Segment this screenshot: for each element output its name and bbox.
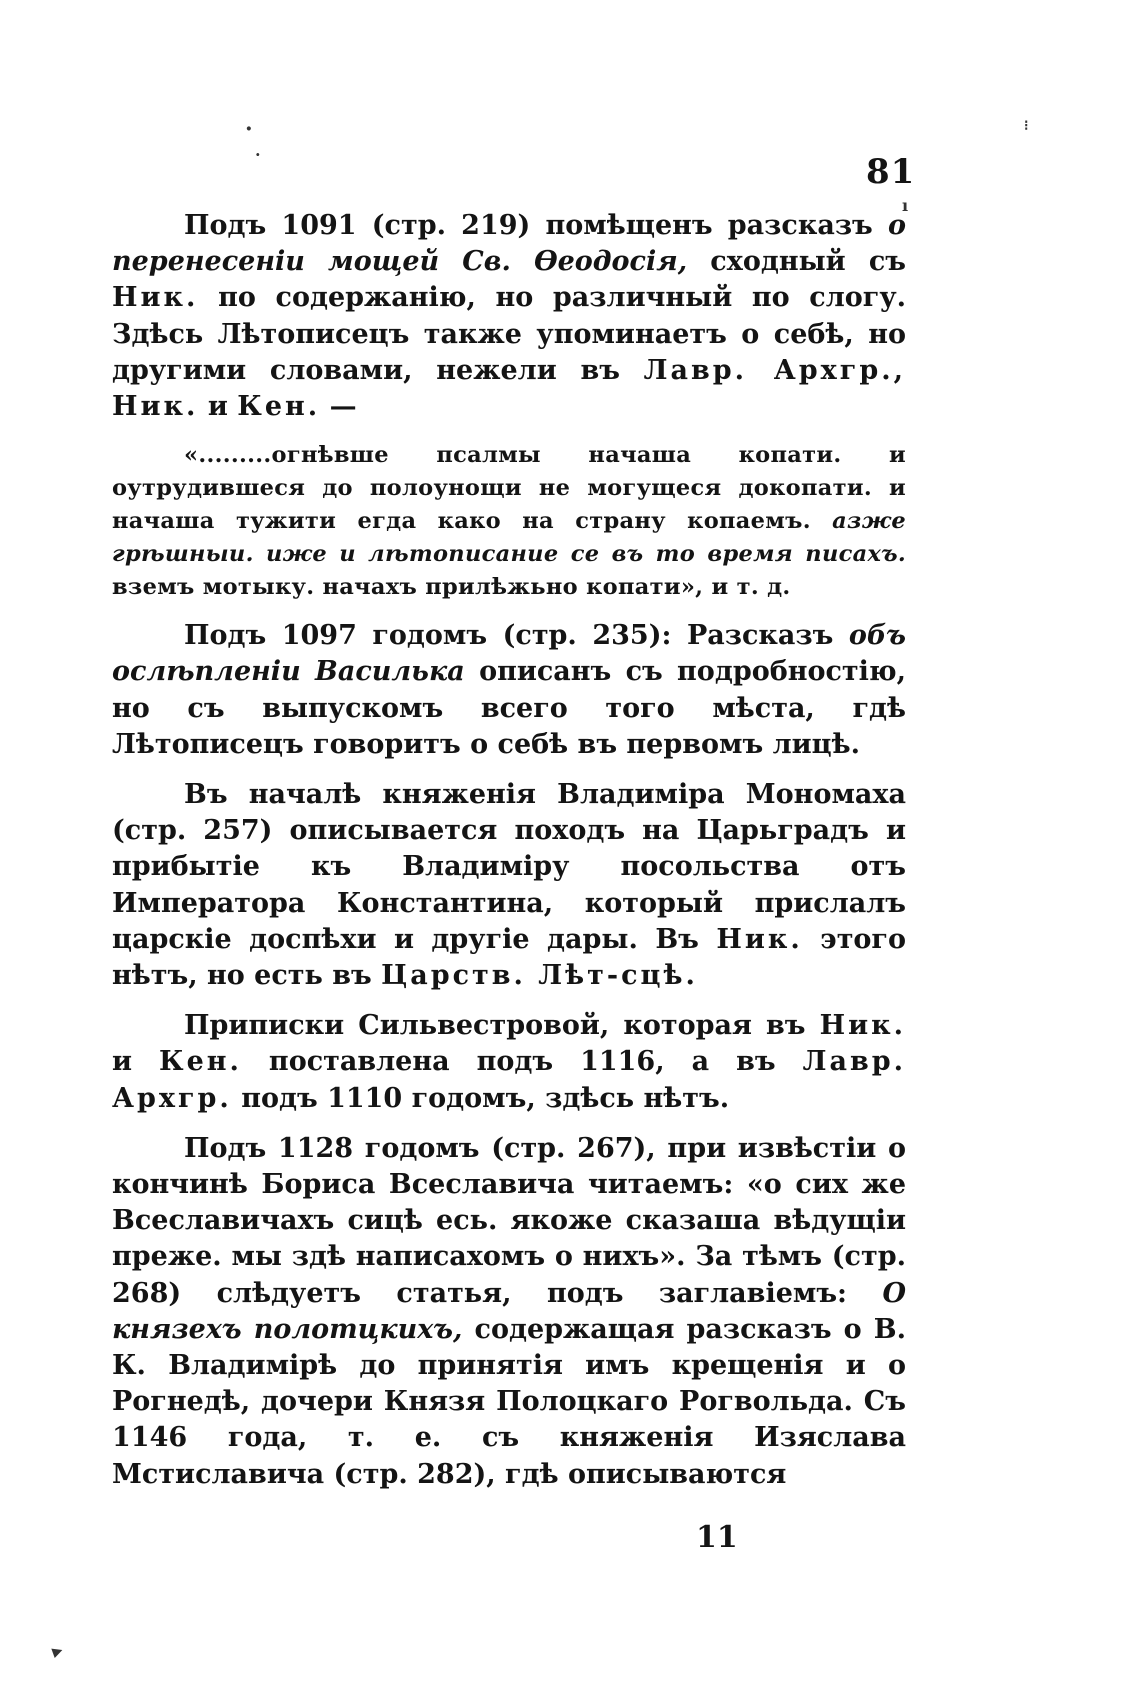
text-run: Приписки Сильвестровой, которая въ (184, 1010, 820, 1042)
speck-mark: ▸ (48, 1637, 66, 1663)
paragraph (112, 1008, 906, 1117)
text-run: этого нѣтъ, но есть въ (112, 923, 906, 992)
quotation-paragraph (112, 439, 906, 604)
source-abbreviation: Царств. Лѣт-сцѣ. (381, 960, 698, 992)
text-run: по содержанію, но различный по слогу. Здѣсь Лѣтописецъ также упоминаетъ о себѣ, но другими словами, нежели въ (112, 282, 906, 386)
page-number: 81 (866, 152, 916, 192)
text-run: сходный съ (687, 246, 906, 278)
paragraph (112, 1131, 906, 1493)
source-abbreviation: Кен. (159, 1046, 242, 1078)
source-abbreviation: Ник. (112, 282, 199, 314)
text-run: содержащая разсказъ о В. К. Владимірѣ до принятія имъ крещенія и о Рогнедѣ, дочери Князя Полоцкаго Рогвольда. Съ 1146 года, т. е. съ княженія Изяслава Мстиславича (стр. 282), гдѣ описываются (112, 1313, 906, 1490)
text-run: и (198, 391, 238, 423)
paragraph (112, 208, 906, 425)
text-run: вземъ мотыку. начахъ прилѣжьно копати», и т. д. (112, 574, 791, 601)
speck-mark: · (245, 116, 253, 142)
text-run: Въ началѣ княженія Владиміра Мономаха (стр. 257) описывается походъ на Царьградъ и прибытіе къ Владиміру посольства отъ Императора Константина, который прислалъ царскіе доспѣхи и другіе дары. Въ (112, 779, 906, 955)
signature-mark: 11 (696, 1520, 738, 1555)
source-abbreviation: Ник. (819, 1010, 906, 1042)
italic-title: объ ослѣпленіи Василька (112, 620, 906, 688)
source-abbreviation: Кен. (237, 391, 321, 423)
text-run: описанъ съ подробностію, но съ выпускомъ всего того мѣста, гдѣ Лѣтописецъ говоритъ о себѣ въ первомъ лицѣ. (112, 656, 906, 760)
speck-mark: · (255, 145, 261, 164)
source-abbreviation: Ник. (112, 391, 199, 423)
text-run: подъ 1110 годомъ, здѣсь нѣтъ. (231, 1082, 730, 1114)
italic-title: О князехъ полотцкихъ, (112, 1277, 906, 1345)
source-abbreviation: Лавр. Архгр., (643, 354, 906, 386)
body-text (112, 208, 906, 1493)
speck-mark: ı (902, 196, 909, 215)
speck-mark: ⁝ (1024, 118, 1029, 134)
text-run: «.........огнѣвше псалмы начаша копати. и оутрудившеся до полоунощи не могущеся докопати. и начаша тужити егда како на страну копаемъ. (112, 442, 906, 535)
paragraph (112, 777, 906, 994)
text-run: Подъ 1128 годомъ (стр. 267), при извѣстіи о кончинѣ Бориса Всеславича читаемъ: «о сих же Всеславичахъ сицѣ есь. якоже сказаша вѣдущіи преже. мы здѣ написахомъ о нихъ». За тѣмъ (стр. 268) слѣдуетъ статья, подъ заглавіемъ: (112, 1132, 906, 1309)
text-run: и (112, 1046, 160, 1078)
source-abbreviation: Лавр. Архгр. (112, 1046, 906, 1114)
text-run: Подъ 1091 (стр. 219) помѣщенъ разсказъ (184, 210, 888, 241)
paragraph (112, 618, 906, 763)
italic-title: о перенесеніи мощей Св. Ѳеодосія, (112, 210, 906, 278)
source-abbreviation: Ник. (716, 923, 803, 955)
text-run: поставлена подъ 1116, а въ (241, 1046, 803, 1078)
italic-title: азже грѣшныи. иже и лѣтописание се въ то время писахъ. (112, 508, 906, 568)
text-run: Подъ 1097 годомъ (стр. 235): Разсказъ (184, 620, 849, 652)
text-run: — (320, 391, 357, 423)
